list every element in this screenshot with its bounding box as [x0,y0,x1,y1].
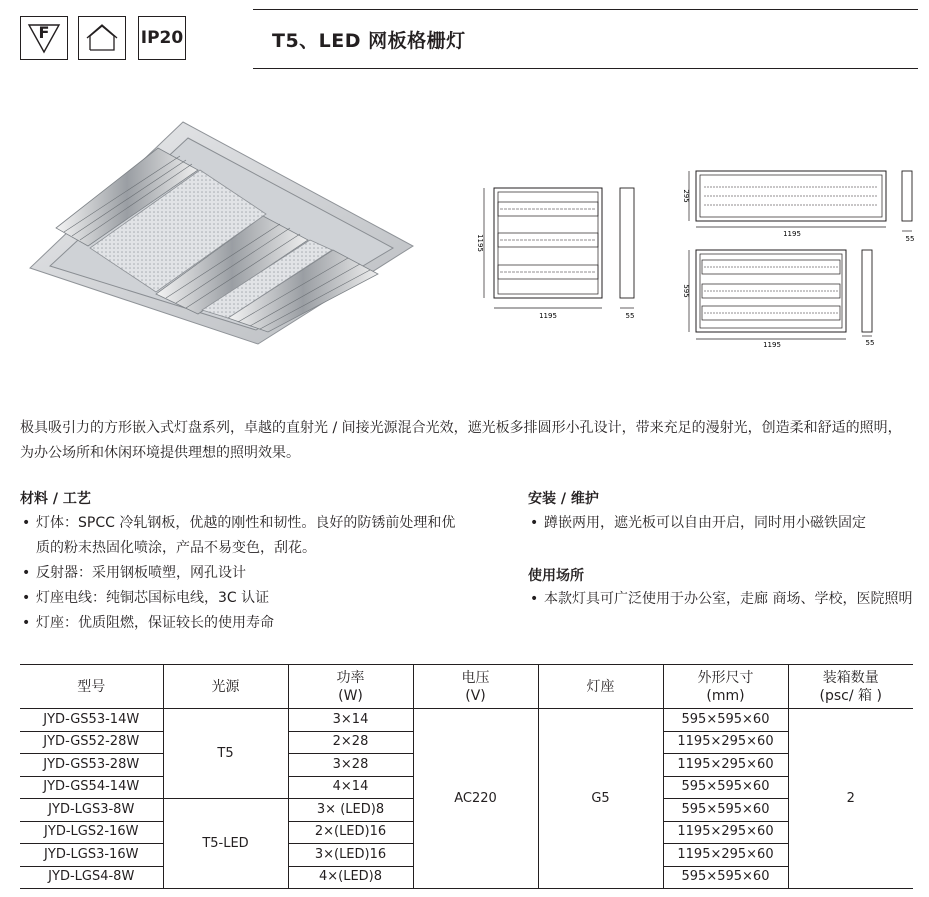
model-cell: JYD-LGS3-8W [20,799,163,822]
col-header: 光源 [163,665,288,709]
model-cell: JYD-GS53-28W [20,754,163,777]
front-view-drawing [470,180,640,350]
top-width-label: 1195 [763,341,781,348]
col-header: 功率 (W) [288,665,413,709]
model-cell: JYD-GS53-14W [20,709,163,732]
f-mark-letter: F [38,23,50,42]
top-height-label: 595 [682,284,690,298]
col-header: 装箱数量 (psc/ 箱 ) [788,665,913,709]
spec-table [20,664,913,889]
install-heading: 安装 / 维护 [528,491,599,507]
materials-item: • 反射器：采用钢板喷塑，网孔设计 [20,561,460,586]
col-header: 外形尺寸 (mm) [663,665,788,709]
power-cell: 4×14 [288,776,413,799]
side-width-label: 1195 [783,230,801,238]
power-cell: 3×28 [288,754,413,777]
size-cell: 1195×295×60 [663,731,788,754]
size-cell: 595×595×60 [663,709,788,732]
model-cell: JYD-LGS2-16W [20,821,163,844]
materials-item: • 灯座电线：纯铜芯国标电线，3C 认证 [20,586,460,611]
header-bottom-rule [253,68,918,69]
size-cell: 1195×295×60 [663,844,788,867]
materials-heading: 材料 / 工艺 [20,491,91,507]
f-mark-badge [20,16,68,60]
front-height-label: 1195 [476,234,484,252]
socket-cell: G5 [538,709,663,889]
source-cell: T5-LED [163,799,288,889]
power-cell: 2×(LED)16 [288,821,413,844]
power-cell: 3×14 [288,709,413,732]
table-header-row [20,665,913,709]
ip-rating-text: IP20 [140,28,184,48]
page-title: T5、LED 网板格栅灯 [272,30,466,52]
size-cell: 595×595×60 [663,799,788,822]
top-depth-label: 55 [865,339,875,347]
usage-list [528,587,915,612]
materials-item: • 灯座：优质阻燃，保证较长的使用寿命 [20,611,460,636]
side-height-label: 295 [682,189,690,203]
install-list [528,511,915,536]
col-header: 型号 [20,665,163,709]
model-cell: JYD-LGS3-16W [20,844,163,867]
model-cell: JYD-GS52-28W [20,731,163,754]
product-photo [28,118,418,346]
install-item: • 蹲嵌两用，遮光板可以自由开启，同时用小磁铁固定 [528,511,915,536]
top-view-drawing-595 [680,244,880,348]
materials-list [20,511,460,636]
header-top-rule [253,9,918,10]
power-cell: 4×(LED)8 [288,866,413,889]
front-width-label: 1195 [539,312,557,320]
power-cell: 3×(LED)16 [288,844,413,867]
side-depth-label: 55 [905,235,915,243]
qty-cell: 2 [788,709,913,889]
size-cell: 595×595×60 [663,866,788,889]
usage-item: • 本款灯具可广泛使用于办公室，走廊 商场、学校，医院照明 [528,587,915,612]
power-cell: 3× (LED)8 [288,799,413,822]
col-header: 电压 (V) [413,665,538,709]
indoor-house-icon [79,17,125,59]
size-cell: 1195×295×60 [663,821,788,844]
front-depth-label: 55 [625,312,635,320]
model-cell: JYD-GS54-14W [20,776,163,799]
model-cell: JYD-LGS4-8W [20,866,163,889]
source-cell: T5 [163,709,288,799]
power-cell: 2×28 [288,731,413,754]
ip-rating-badge [138,16,186,60]
usage-heading: 使用场所 [528,568,584,584]
intro-paragraph: 极具吸引力的方形嵌入式灯盘系列，卓越的直射光 / 间接光源混合光效，遮光板多排圆形小孔设计，带来充足的漫射光，创造柔和舒适的照明，为办公场所和休闲环境提供理想的照明效果。 [20,420,902,461]
indoor-badge [78,16,126,60]
table-row [20,709,913,732]
materials-item: • 灯体：SPCC 冷轧钢板，优越的刚性和韧性。良好的防锈前处理和优质的粉末热固化喷涂，产品不易变色，刮花。 [20,511,460,561]
col-header: 灯座 [538,665,663,709]
side-view-drawing-295 [680,165,925,245]
size-cell: 595×595×60 [663,776,788,799]
voltage-cell: AC220 [413,709,538,889]
size-cell: 1195×295×60 [663,754,788,777]
